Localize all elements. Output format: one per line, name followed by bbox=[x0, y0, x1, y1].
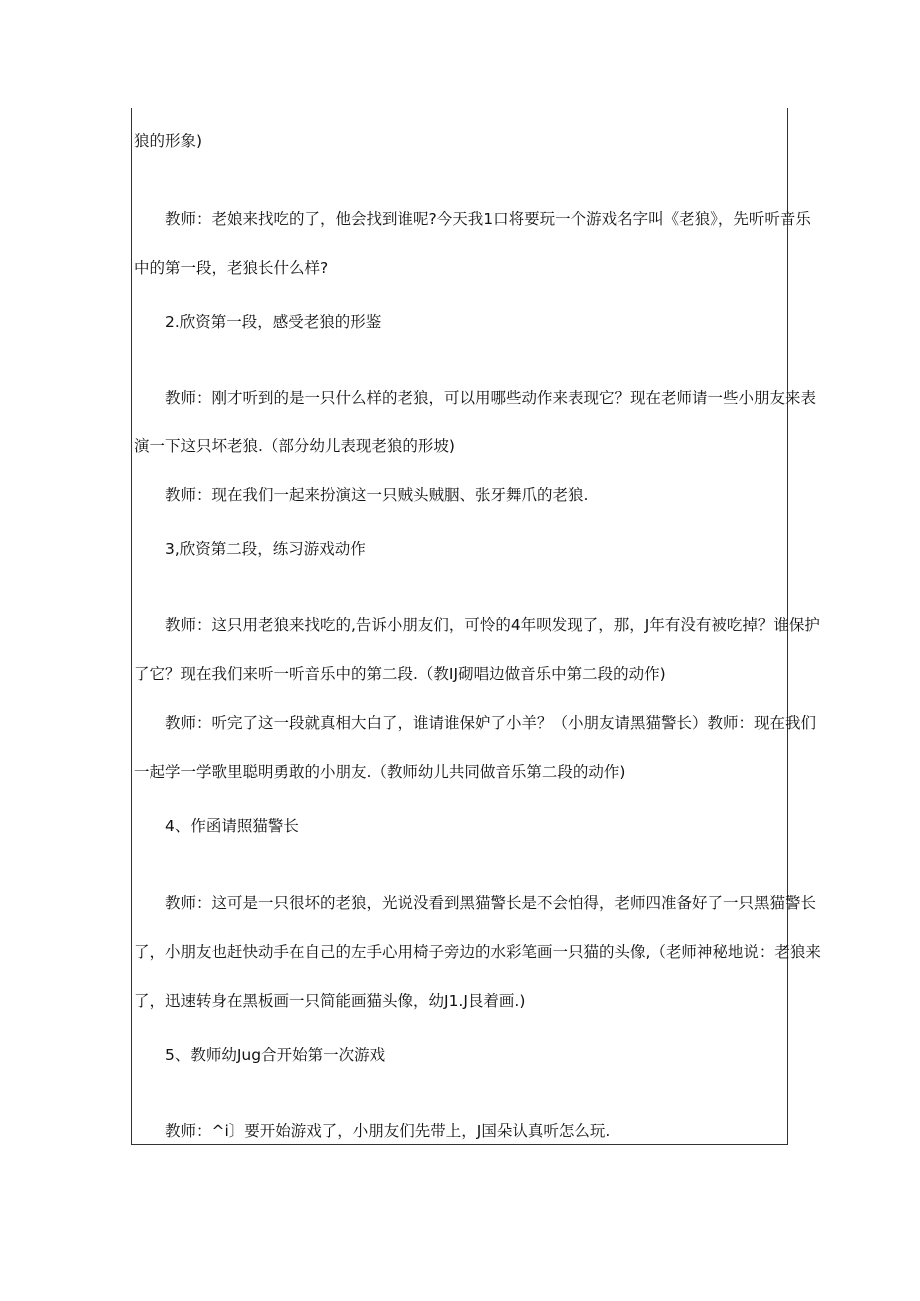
text-line: 一起学一学歌里聪明勇敢的小朋友.（教师幼儿共同做音乐第二段的动作) bbox=[134, 763, 626, 781]
section-heading: 5、教师幼Jug合开始第一次游戏 bbox=[165, 1046, 386, 1064]
text-line: 教师：^i〕要开始游戏了，小朋友们先带上，J国朵认真听怎么玩. bbox=[165, 1122, 611, 1140]
text-line: 狼的形象) bbox=[134, 132, 203, 150]
text-line: 教师：这可是一只很坏的老狼，光说没看到黑猫警长是不会怕得，老师四准备好了一只黑猫警长 bbox=[165, 894, 817, 912]
text-line: 演一下这只坏老狼.（部分幼儿表现老狼的形坡) bbox=[134, 437, 455, 455]
text-line: 教师：刚才听到的是一只什么样的老狼，可以用哪些动作来表现它？现在老师请一些小朋友来表 bbox=[165, 389, 817, 407]
text-line: 教师：老娘来找吃的了，他会找到谁呢?今天我1口将要玩一个游戏名字叫《老狼》，先听听音乐 bbox=[165, 210, 811, 228]
section-heading: 3,欣资第二段，练习游戏动作 bbox=[165, 540, 366, 558]
text-line: 教师：听完了这一段就真相大白了，谁请谁保妒了小羊？（小朋友请黑猫警长）教师：现在我们 bbox=[165, 714, 817, 732]
text-line: 了，迅速转身在黑板画一只简能画猫头像，幼J1.J艮着画.) bbox=[134, 992, 526, 1010]
text-line: 教师：这只用老狼来找吃的,告诉小朋友们，可怜的4年呗发现了，那，J年有没有被吃掉？谁保护 bbox=[165, 616, 820, 634]
text-line: 中的第一段，老狼长什么样? bbox=[134, 259, 329, 277]
section-heading: 4、作函请照猫警长 bbox=[165, 817, 299, 835]
text-line: 了，小朋友也赶快动手在自己的左手心用椅子旁边的水彩笔画一只猫的头像,（老师神秘地说：老狼来 bbox=[134, 943, 821, 961]
text-line: 教师：现在我们一起来扮演这一只贼头贼胭、张牙舞爪的老狼. bbox=[165, 486, 589, 504]
text-line: 了它？现在我们来听一听音乐中的第二段.（教IJ砌唱边做音乐中第二段的动作) bbox=[134, 665, 666, 683]
section-heading: 2.欣资第一段，感受老狼的形鉴 bbox=[165, 313, 382, 331]
